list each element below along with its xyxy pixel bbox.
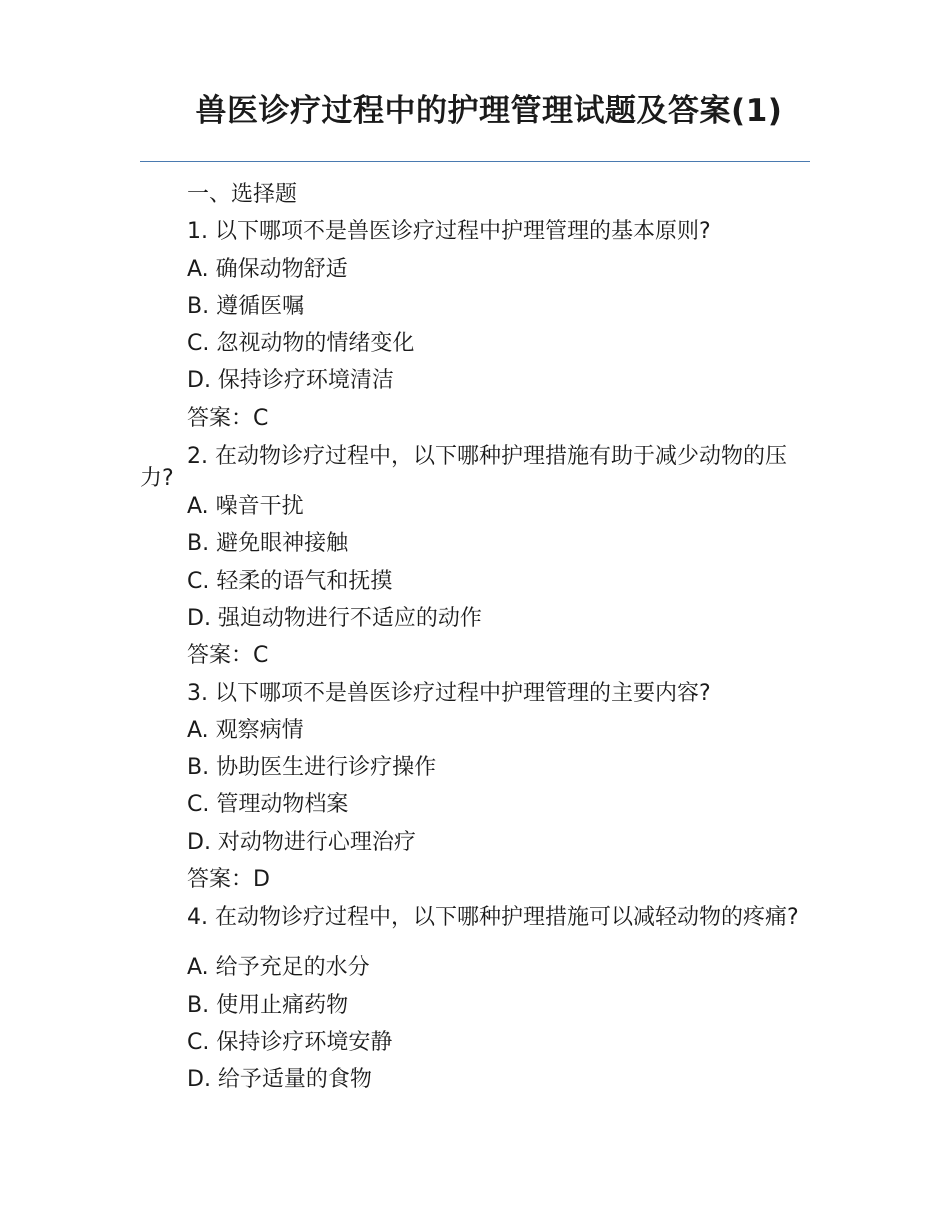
- section-heading: 一、选择题: [187, 182, 298, 207]
- option-d: D. 对动物进行心理治疗: [187, 829, 416, 855]
- option-a: A. 噪音干扰: [187, 494, 304, 520]
- answer-text: 答案：C: [187, 643, 269, 669]
- option-d: D. 保持诊疗环境清洁: [187, 368, 394, 394]
- title-divider: [140, 161, 810, 162]
- question-text: 4. 在动物诊疗过程中，以下哪种护理措施可以减轻动物的疼痛?: [187, 905, 799, 931]
- answer-text: 答案：D: [187, 867, 270, 893]
- option-b: B. 协助医生进行诊疗操作: [187, 755, 437, 781]
- option-c: C. 管理动物档案: [187, 792, 349, 818]
- option-c: C. 轻柔的语气和抚摸: [187, 568, 393, 594]
- question-text: 2. 在动物诊疗过程中，以下哪种护理措施有助于减少动物的压力?: [140, 444, 787, 492]
- option-d: D. 给予适量的食物: [187, 1067, 372, 1093]
- option-a: A. 观察病情: [187, 717, 304, 743]
- option-d: D. 强迫动物进行不适应的动作: [187, 605, 482, 631]
- option-b: B. 遵循医嘱: [187, 293, 305, 319]
- title-block: [140, 93, 810, 129]
- option-a: A. 给予充足的水分: [187, 955, 370, 981]
- option-c: C. 忽视动物的情绪变化: [187, 331, 415, 357]
- answer-text: 答案：C: [187, 405, 269, 431]
- option-a: A. 确保动物舒适: [187, 256, 348, 282]
- option-b: B. 使用止痛药物: [187, 992, 349, 1018]
- page-title: 兽医诊疗过程中的护理管理试题及答案(1): [195, 93, 783, 129]
- question-text: 1. 以下哪项不是兽医诊疗过程中护理管理的基本原则?: [187, 219, 711, 245]
- document-body: [140, 178, 810, 1101]
- option-c: C. 保持诊疗环境安静: [187, 1029, 393, 1055]
- question-text: 3. 以下哪项不是兽医诊疗过程中护理管理的主要内容?: [187, 680, 711, 706]
- option-b: B. 避免眼神接触: [187, 531, 349, 557]
